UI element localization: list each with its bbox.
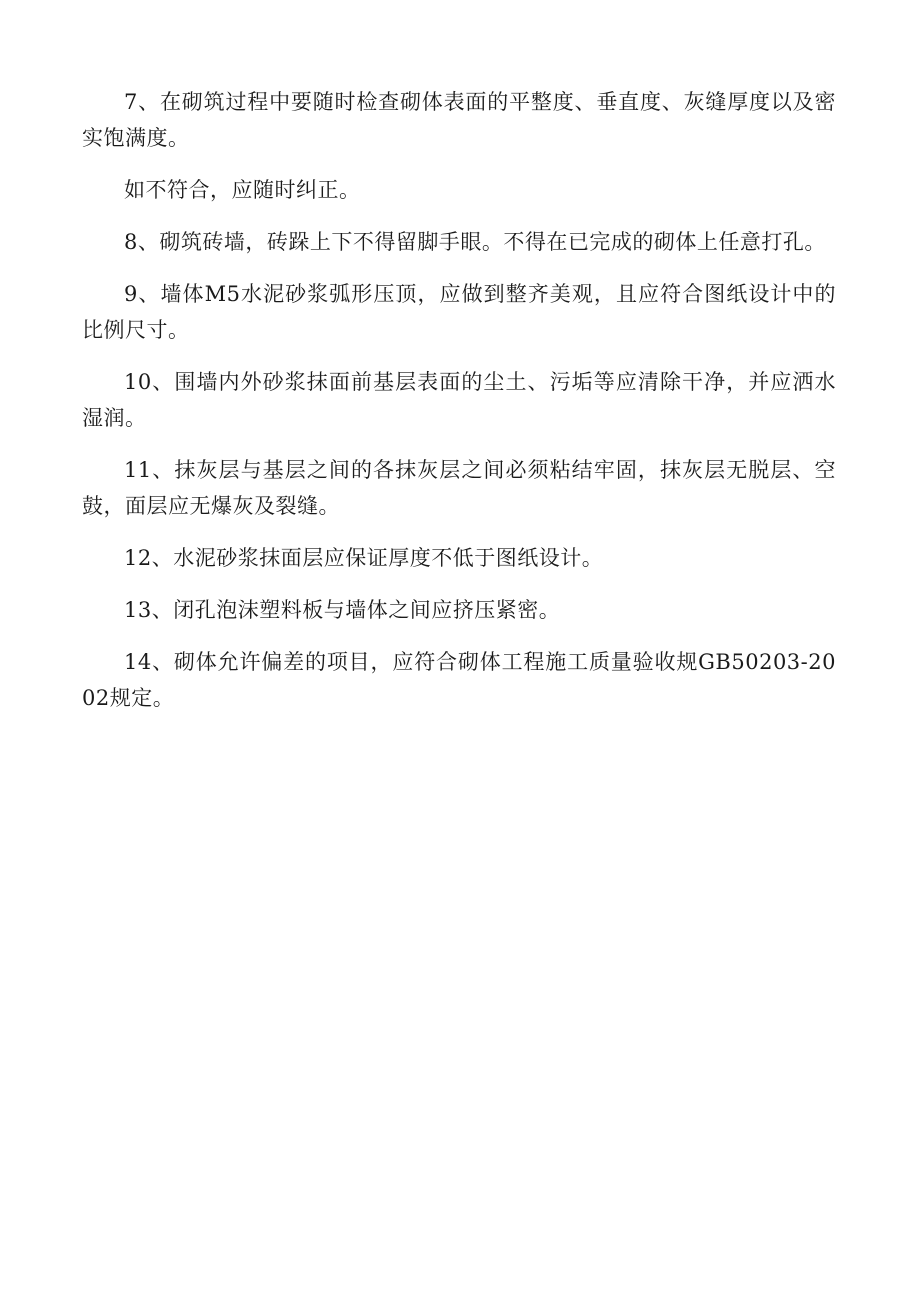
document-body xyxy=(82,84,836,732)
paragraph-item-10: 10、围墙内外砂浆抹面前基层表面的尘土、污垢等应清除干净，并应洒水湿润。 xyxy=(82,370,836,430)
paragraph-item-12: 12、水泥砂浆抹面层应保证厚度不低于图纸设计。 xyxy=(124,546,604,570)
paragraph-correction-note: 如不符合，应随时纠正。 xyxy=(124,178,361,202)
paragraph-item-11: 11、抹灰层与基层之间的各抹灰层之间必须粘结牢固，抹灰层无脱层、空鼓，面层应无爆灰及裂缝。 xyxy=(82,458,836,518)
paragraph-item-13: 13、闭孔泡沫塑料板与墙体之间应挤压紧密。 xyxy=(124,598,561,622)
paragraph-item-8: 8、砌筑砖墙，砖跺上下不得留脚手眼。不得在已完成的砌体上任意打孔。 xyxy=(124,230,826,254)
paragraph-item-14: 14、砌体允许偏差的项目，应符合砌体工程施工质量验收规GB50203-2002规定。 xyxy=(82,650,836,710)
paragraph-item-9: 9、墙体M5水泥砂浆弧形压顶，应做到整齐美观，且应符合图纸设计中的比例尺寸。 xyxy=(82,282,836,342)
paragraph-item-7: 7、在砌筑过程中要随时检查砌体表面的平整度、垂直度、灰缝厚度以及密实饱满度。 xyxy=(82,90,836,150)
